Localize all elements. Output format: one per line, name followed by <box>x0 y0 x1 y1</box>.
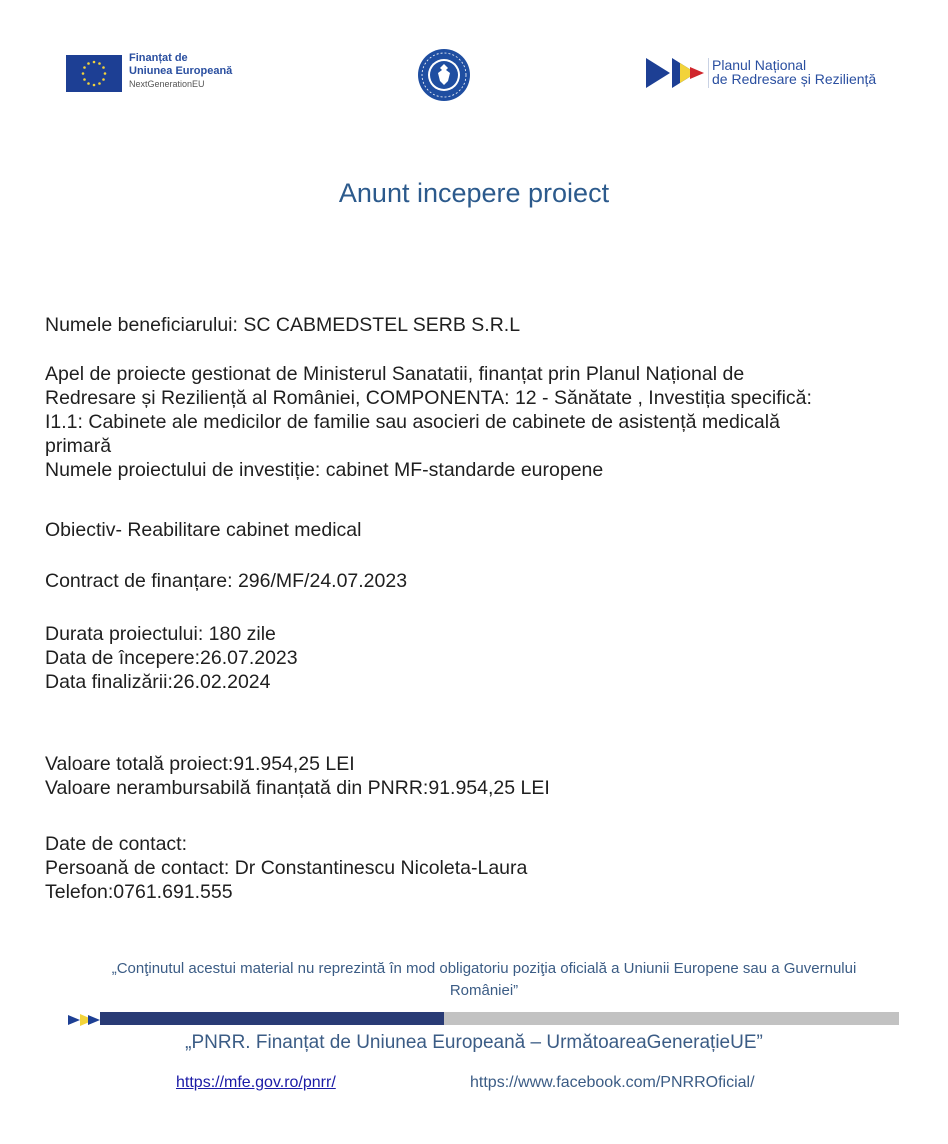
pnrr-slogan: „PNRR. Finanțat de Uniunea Europeană – UrmătoareaGenerațieUE” <box>185 1032 763 1053</box>
contract: Contract de finanțare: 296/MF/24.07.2023 <box>45 570 408 592</box>
pnrr-logo-line2: de Redresare și Reziliență <box>712 71 877 87</box>
romanian-government-seal-icon <box>417 48 471 102</box>
eu-funding-logo-text <box>129 52 232 91</box>
call-line: Redresare și Reziliență al României, COMPONENTA: 12 - Sănătate , Investiția specifică: <box>45 387 812 409</box>
footer-bar-grey <box>444 1012 899 1025</box>
contact-section <box>45 832 915 904</box>
dates-section <box>45 622 915 694</box>
duration: Durata proiectului: 180 zile <box>45 623 276 645</box>
mfe-pnrr-link[interactable]: https://mfe.gov.ro/pnrr/ <box>176 1074 336 1091</box>
call-line: primară <box>45 435 112 457</box>
call-line: Apel de proiecte gestionat de Ministerul Sanatatii, finanțat prin Planul Național de <box>45 363 745 385</box>
contract-section <box>45 569 915 593</box>
footer-arrow-icon <box>68 1013 104 1025</box>
phone: Telefon:0761.691.555 <box>45 881 233 903</box>
eu-logo-line1: Finanțat de <box>129 52 188 64</box>
pnrr-logo-text <box>712 58 876 86</box>
beneficiary-name: Numele beneficiarului: SC CABMEDSTEL SERB S.R.L <box>45 314 521 336</box>
end-date: Data finalizării:26.02.2024 <box>45 671 271 693</box>
disclaimer <box>50 958 918 1002</box>
call-section <box>45 362 915 482</box>
facebook-pnrr-link[interactable]: https://www.facebook.com/PNRROficial/ <box>470 1074 755 1091</box>
eu-logo-line3: NextGenerationEU <box>129 79 205 89</box>
total-value: Valoare totală proiect:91.954,25 LEI <box>45 753 355 775</box>
pnrr-logo-line1: Planul Național <box>712 57 807 73</box>
page-title: Anunt incepere proiect <box>338 178 610 208</box>
objective: Obiectiv- Reabilitare cabinet medical <box>45 519 362 541</box>
values-section <box>45 752 915 800</box>
footer-bar-dark <box>100 1012 444 1025</box>
contact-header: Date de contact: <box>45 833 188 855</box>
disclaimer-line1: „Conţinutul acestui material nu reprezintă în mod obligatoriu poziţia oficială a Uniunii Europene sau a Guvernului <box>111 960 857 977</box>
objective-section <box>45 518 915 542</box>
non-refundable-value: Valoare nerambursabilă finanțată din PNRR:91.954,25 LEI <box>45 777 550 799</box>
project-name: Numele proiectului de investiție: cabinet MF-standarde europene <box>45 459 604 481</box>
eu-flag-icon <box>66 55 122 92</box>
start-date: Data de începere:26.07.2023 <box>45 647 298 669</box>
beneficiary-section <box>45 313 915 337</box>
contact-person: Persoană de contact: Dr Constantinescu Nicoleta-Laura <box>45 857 528 879</box>
pnrr-arrows-icon <box>646 58 708 88</box>
pnrr-logo-divider <box>708 58 709 88</box>
call-line: I1.1: Cabinete ale medicilor de familie sau asocieri de cabinete de asistență medicală <box>45 411 780 433</box>
eu-logo-line2: Uniunea Europeană <box>129 65 233 77</box>
disclaimer-line2: României” <box>449 982 519 999</box>
